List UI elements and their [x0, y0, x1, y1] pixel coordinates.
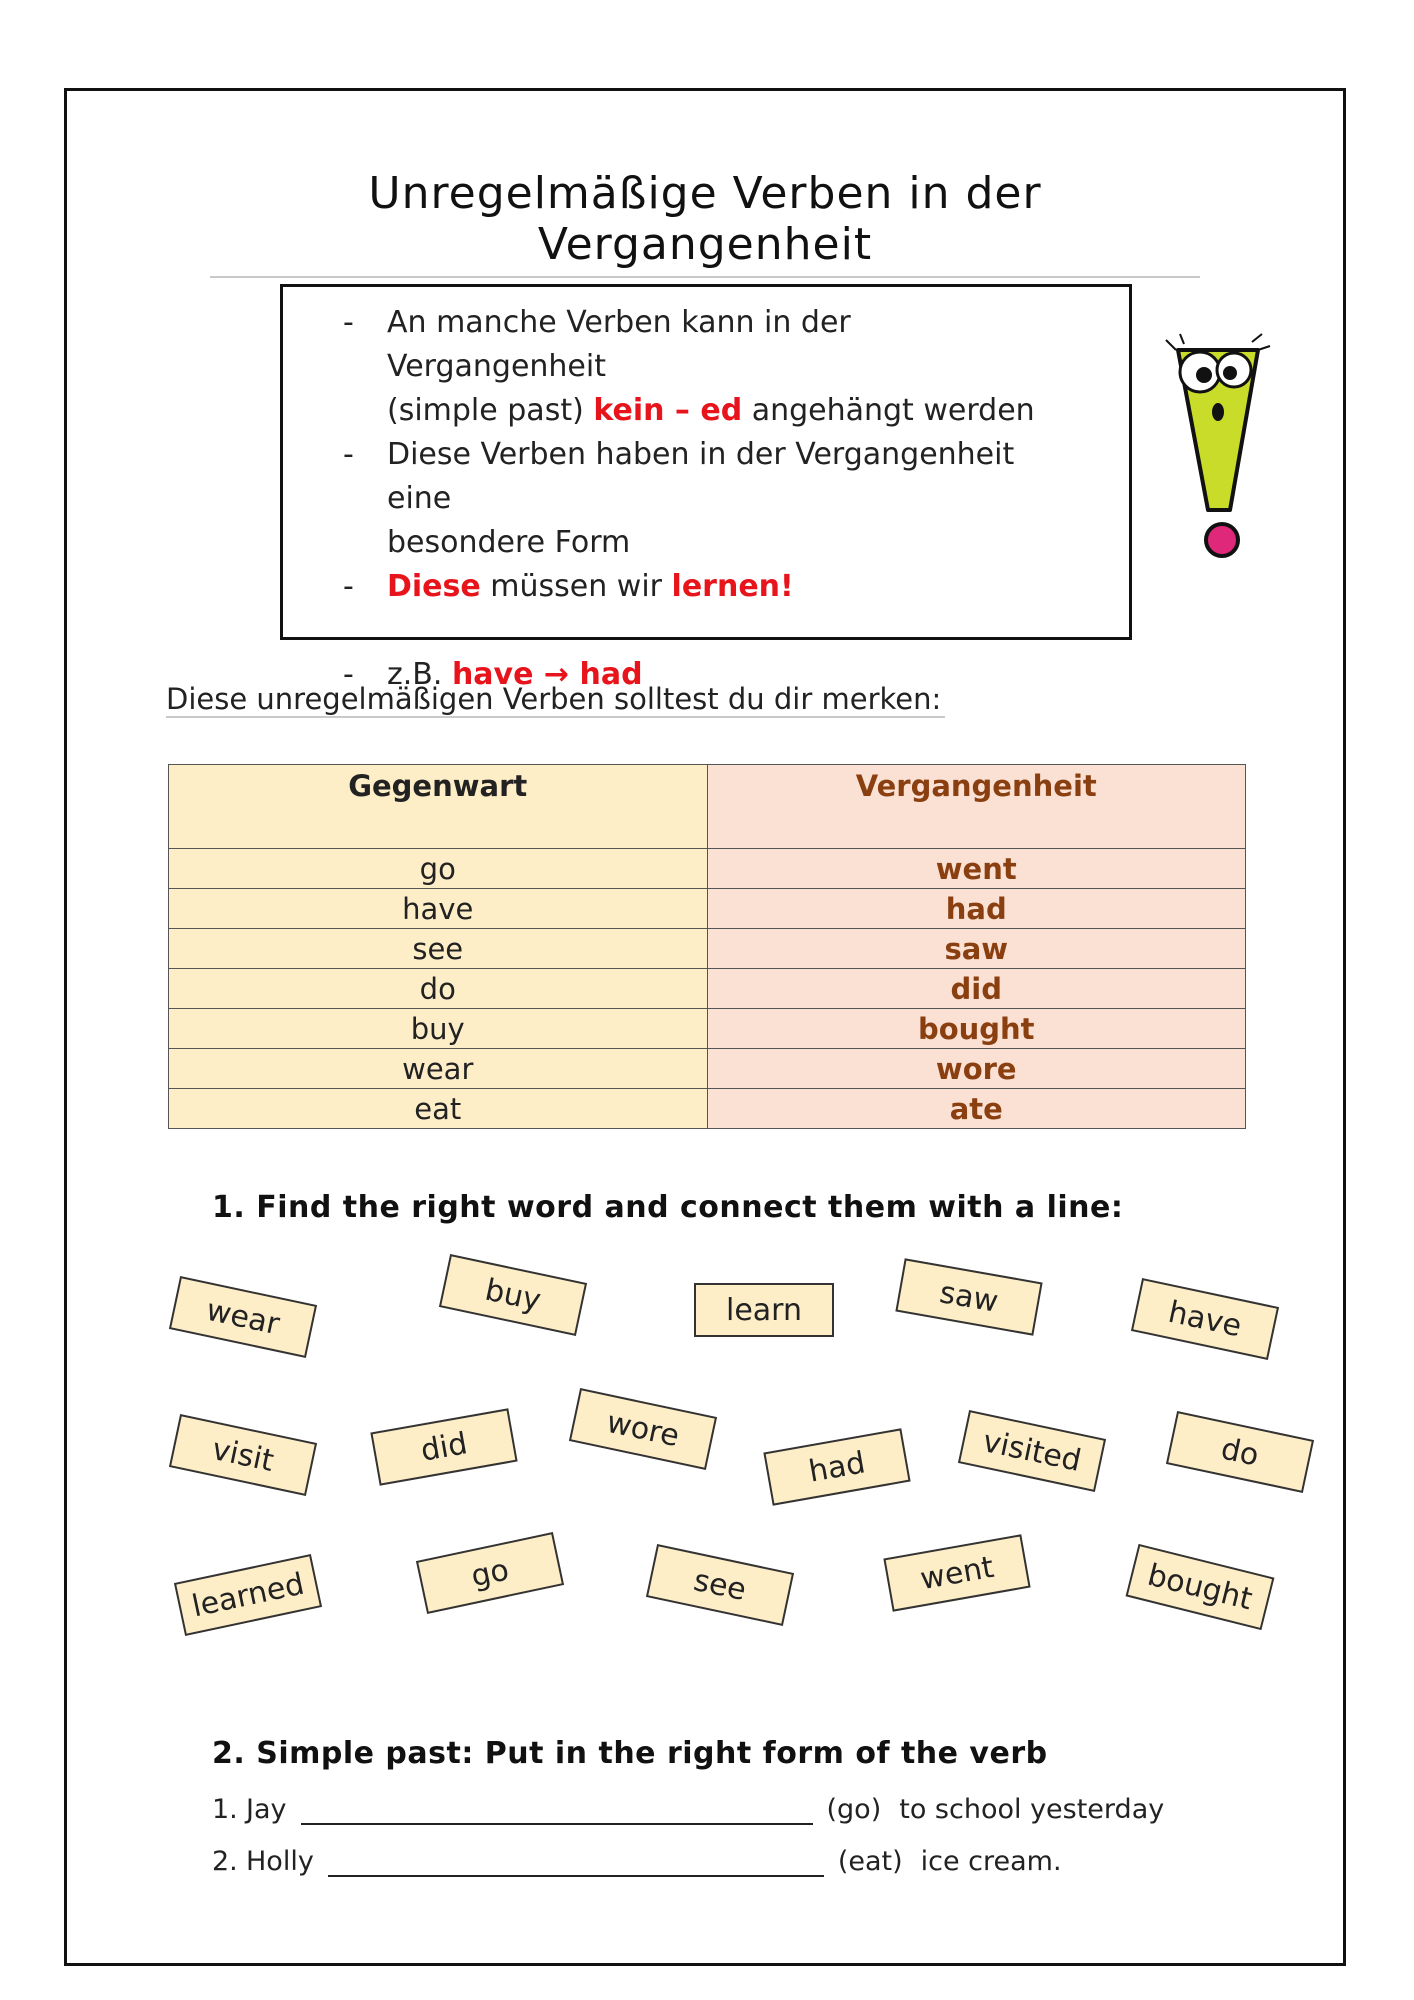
word-card[interactable]: go — [416, 1532, 564, 1614]
table-row — [169, 929, 1246, 969]
table-header-row — [169, 765, 1246, 849]
past-cell: bought — [707, 1009, 1246, 1049]
info-bullet — [343, 301, 1079, 433]
word-card[interactable]: wear — [169, 1276, 317, 1358]
present-cell: go — [169, 849, 708, 889]
word-card[interactable]: learn — [694, 1283, 834, 1337]
bullet-dash: - — [343, 569, 354, 604]
past-cell: saw — [707, 929, 1246, 969]
word-card[interactable]: buy — [439, 1254, 587, 1336]
word-card[interactable]: did — [370, 1408, 517, 1485]
bullet-dash: - — [343, 437, 354, 472]
info-bullet — [343, 433, 1079, 565]
past-cell: ate — [707, 1089, 1246, 1129]
past-cell: went — [707, 849, 1246, 889]
highlight-text: Diese — [387, 569, 481, 604]
table-row — [169, 1049, 1246, 1089]
present-cell: eat — [169, 1089, 708, 1129]
highlight-text: have → had — [451, 657, 643, 692]
verb-table — [168, 764, 1246, 1129]
word-card[interactable]: visit — [169, 1414, 317, 1496]
exercise-number: 1. — [212, 1794, 238, 1825]
bullet-text-part: angehängt werden — [742, 393, 1035, 428]
exercise-row — [212, 1846, 1062, 1877]
exercise-subject: Jay — [246, 1794, 287, 1825]
task-2-heading: 2. Simple past: Put in the right form of the verb — [212, 1736, 1048, 1771]
word-card[interactable]: do — [1166, 1411, 1314, 1493]
answer-blank[interactable] — [328, 1847, 824, 1877]
exercise-row — [212, 1794, 1164, 1825]
exercise-subject: Holly — [246, 1846, 314, 1877]
bullet-text-part: müssen wir — [480, 569, 672, 604]
present-cell: wear — [169, 1049, 708, 1089]
subheading: Diese unregelmäßigen Verben solltest du dir merken: — [166, 682, 945, 718]
header-present: Gegenwart — [169, 765, 708, 849]
header-past: Vergangenheit — [707, 765, 1246, 849]
table-row — [169, 1089, 1246, 1129]
info-bullet — [343, 565, 1079, 609]
exercise-hint: (eat) — [837, 1846, 903, 1877]
past-cell: did — [707, 969, 1246, 1009]
exercise-number: 2. — [212, 1846, 238, 1877]
word-card[interactable]: learned — [174, 1554, 322, 1636]
word-card[interactable]: had — [763, 1428, 910, 1505]
exclamation-mascot-icon — [1158, 330, 1278, 570]
highlight-text: lernen! — [671, 569, 794, 604]
past-cell: wore — [707, 1049, 1246, 1089]
present-cell: see — [169, 929, 708, 969]
info-box — [280, 284, 1132, 692]
word-card[interactable]: see — [646, 1544, 794, 1626]
bullet-dash: - — [343, 657, 354, 692]
task-1-heading: 1. Find the right word and connect them with a line: — [212, 1190, 1124, 1225]
table-row — [169, 849, 1246, 889]
table-row — [169, 969, 1246, 1009]
present-cell: have — [169, 889, 708, 929]
word-card[interactable]: saw — [895, 1258, 1042, 1335]
bullet-text — [387, 389, 1079, 433]
bullet-text: besondere Form — [387, 525, 631, 560]
present-cell: buy — [169, 1009, 708, 1049]
exercise-hint: (go) — [826, 1794, 882, 1825]
word-card[interactable]: have — [1131, 1278, 1279, 1360]
table-row — [169, 1009, 1246, 1049]
bullet-text-part: z.B. — [387, 657, 452, 692]
present-cell: do — [169, 969, 708, 1009]
bullet-text: An manche Verben kann in der Vergangenheit — [387, 305, 851, 384]
bullet-dash: - — [343, 305, 354, 340]
exercise-rest: to school yesterday — [899, 1794, 1165, 1825]
bullet-text-part: (simple past) — [387, 393, 594, 428]
bullet-text: Diese Verben haben in der Vergangenheit eine — [387, 437, 1015, 516]
page-title: Unregelmäßige Verben in der Vergangenheit — [210, 168, 1200, 278]
word-card[interactable]: went — [883, 1534, 1030, 1611]
word-card[interactable]: wore — [569, 1388, 717, 1470]
highlight-text: kein – ed — [593, 393, 743, 428]
table-row — [169, 889, 1246, 929]
word-card[interactable]: bought — [1126, 1544, 1275, 1630]
word-card[interactable]: visited — [958, 1410, 1106, 1492]
past-cell: had — [707, 889, 1246, 929]
exercise-rest: ice cream. — [920, 1846, 1062, 1877]
answer-blank[interactable] — [301, 1795, 813, 1825]
